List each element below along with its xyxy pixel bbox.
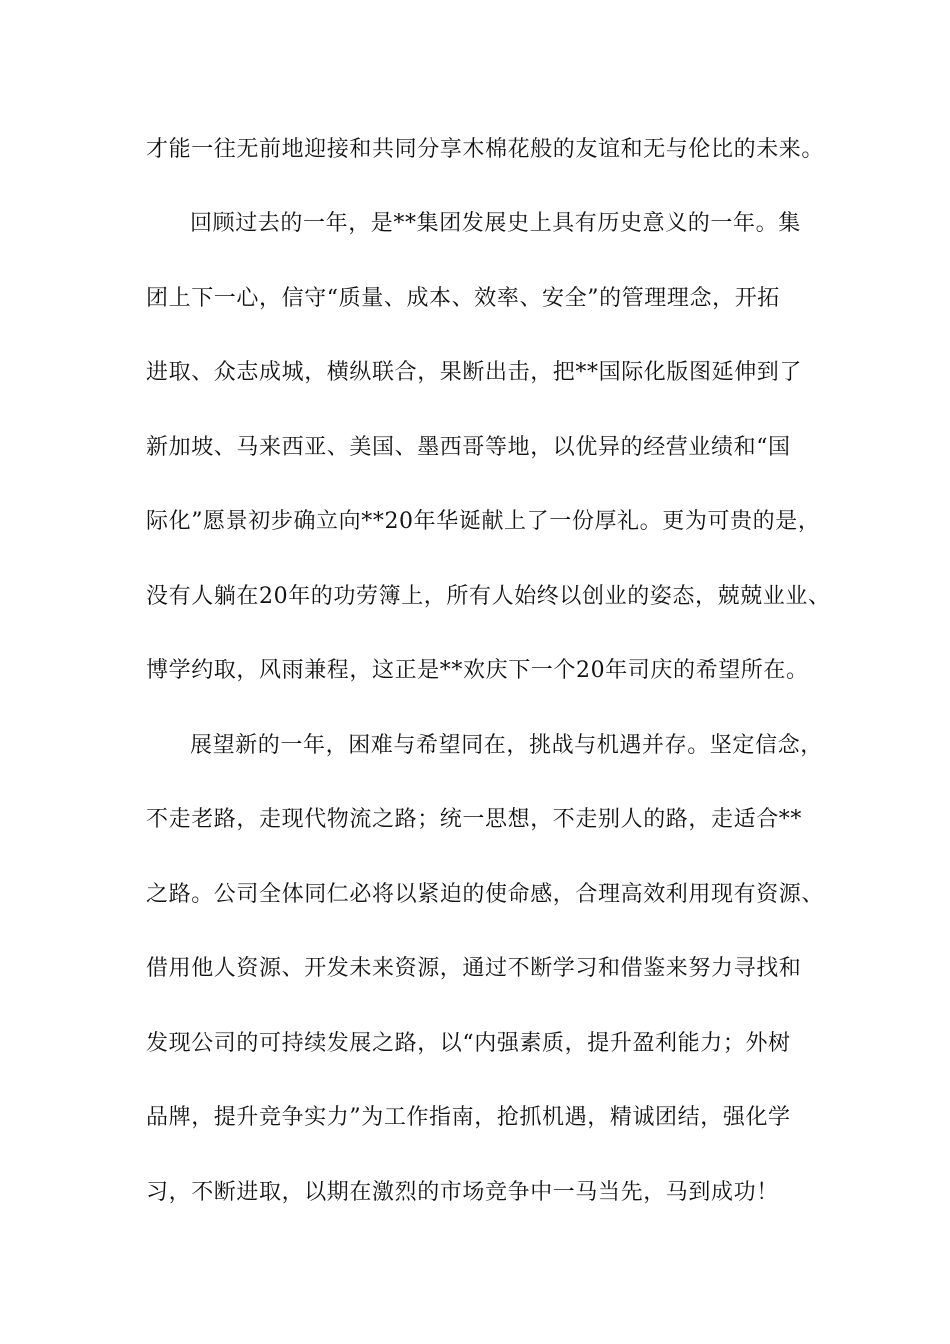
text-line: 进取、众志成城，横纵联合，果断出击，把**国际化版图延伸到了: [146, 360, 803, 385]
text-line: 之路。公司全体同仁必将以紧迫的使命感，合理高效利用现有资源、: [146, 882, 825, 907]
text-line: 没有人躺在20年的功劳簿上，所有人始终以创业的姿态，兢兢业业、: [146, 584, 831, 609]
text-line: 借用他人资源、开发未来资源，通过不断学习和借鉴来努力寻找和: [146, 956, 802, 981]
text-line: 博学约取，风雨兼程，这正是**欢庆下一个20年司庆的希望所在。: [146, 658, 809, 683]
text-line: 际化”愿景初步确立向**20年华诞献上了一份厚礼。更为可贵的是，: [146, 509, 821, 534]
text-line: 才能一往无前地迎接和共同分享木棉花般的友谊和无与伦比的未来。: [146, 137, 825, 162]
text-line: 习，不断进取，以期在激烈的市场竞争中一马当先，马到成功！: [146, 1180, 779, 1205]
text-line: 团上下一心，信守“质量、成本、效率、安全”的管理理念，开拓: [146, 286, 780, 311]
paragraph-first-line: 回顾过去的一年，是**集团发展史上具有历史意义的一年。集: [190, 211, 801, 236]
text-line: 品牌，提升竞争实力”为工作指南，抢抓机遇，精诚团结，强化学: [146, 1105, 791, 1130]
paragraph-first-line: 展望新的一年，困难与希望同在，挑战与机遇并存。坚定信念，: [190, 733, 823, 758]
text-line: 发现公司的可持续发展之路，以“内强素质，提升盈利能力；外树: [146, 1031, 791, 1056]
text-line: 新加坡、马来西亚、美国、墨西哥等地，以优异的经营业绩和“国: [146, 435, 791, 460]
text-line: 不走老路，走现代物流之路；统一思想，不走别人的路，走适合**: [146, 807, 803, 832]
